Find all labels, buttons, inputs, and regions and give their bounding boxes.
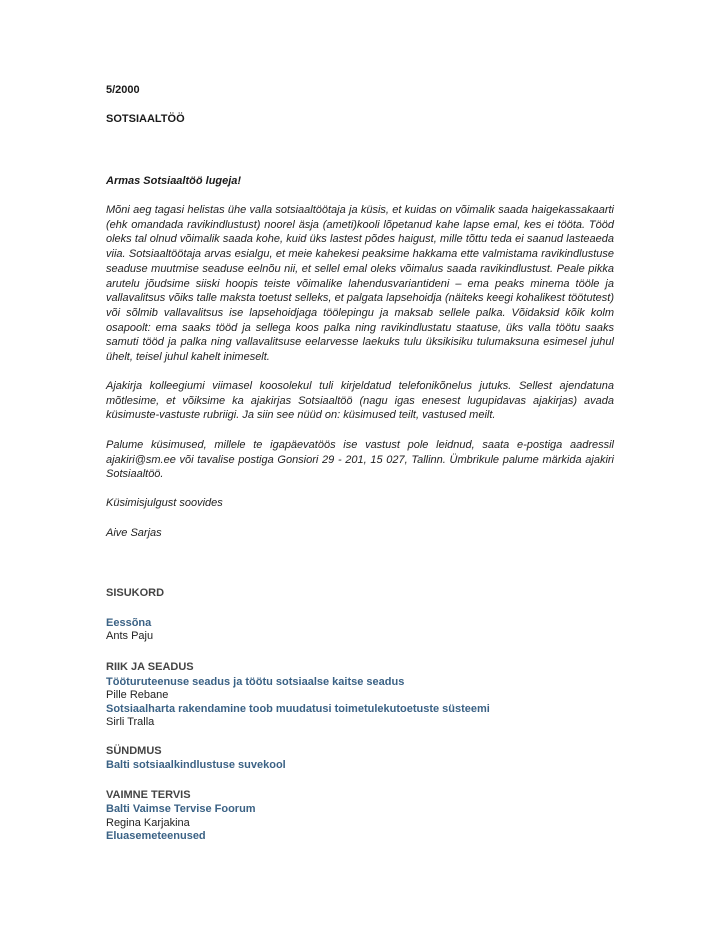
letter-closing: Küsimisjulgust soovides (106, 497, 223, 509)
toc-heading: SISUKORD (106, 587, 165, 599)
toc-link-eluasemeteenused[interactable]: Eluasemeteenused (106, 830, 206, 842)
toc-author: Sirli Tralla (106, 716, 155, 728)
letter-greeting: Armas Sotsiaaltöö lugeja! (106, 175, 242, 187)
toc-link-suvekool[interactable]: Balti sotsiaalkindlustuse suvekool (106, 759, 286, 771)
magazine-title: SOTSIAALTÖÖ (106, 113, 185, 125)
toc-link-tooturuteenuse-seadus[interactable]: Tööturuteenuse seadus ja töötu sotsiaalse kaitse seadus (106, 676, 405, 688)
toc-author: Regina Karjakina (106, 817, 190, 829)
toc-link-sotsiaalharta[interactable]: Sotsiaalharta rakendamine toob muudatusi toimetulekutoetuste süsteemi (106, 703, 490, 715)
toc-section-riik-ja-seadus: RIIK JA SEADUS (106, 661, 194, 673)
letter-paragraph-2: Ajakirja kolleegiumi viimasel koosolekul tuli kirjeldatud telefonikõnelus jutuks. Sellest ajendatuna mõtlesime, et võiksime ka ajakirjas Sotsiaaltöö (nagu igas enesest lugupidavas ajakirjas) avada küsimuste-vastuste rubriigi. Ja siin see nüüd on: küsimused teilt, vastused meilt. (106, 380, 614, 422)
issue-number: 5/2000 (106, 84, 140, 96)
toc-section-vaimne-tervis: VAIMNE TERVIS (106, 789, 191, 801)
toc-link-eessona[interactable]: Eessõna (106, 617, 152, 629)
toc-link-vaimse-tervise-foorum[interactable]: Balti Vaimse Tervise Foorum (106, 803, 256, 815)
letter-paragraph-1: Mõni aeg tagasi helistas ühe valla sotsiaaltöötaja ja küsis, et kuidas on võimalik saada haigekassakaarti (ehk omandada ravikindlustust) noorel äsja (ameti)kooli lõpetanud kahe lapse emal, kes ei tööta. Tööd oleks tal olnud võimalik saada kohe, kuid üks lastest põdes haigust, mille tõttu teda ei saanud lasteaeda viia. Sotsiaaltöötaja arvas esialgu, et meie kahekesi peaksime hakkama ette valmistama ravikindlustuse seaduse muutmise seaduse eelnõu nii, et sellel emal oleks võimalus saada ravikindlustust. Peale pikka arutelu jõudsime siiski hoopis teiste võimalike lahendusvariantideni – ema peaks minema tööle ja vallavalitsus võiks talle maksta toetust selleks, et palgata lapsehoidja (näiteks keegi kohalikest töötutest) või sõlmib vallavalitsus ise lapsehoidjaga töölepingu ja maksab sellele palka. Võidaksid kõik kolm osapoolt: ema saaks tööd ja sellega koos palka ning ravikindlustatu staatuse, üks valla töötu saaks samuti tööd ja palka ning vallavalitsuse eelarvesse laekuks tulu üksikisiku tulumaksuna esimesel juhul ühelt, teisel juhul kahelt inimeselt. (106, 204, 614, 364)
toc-section-syndmus: SÜNDMUS (106, 745, 162, 757)
toc-author: Ants Paju (106, 630, 154, 642)
letter-paragraph-3: Palume küsimused, millele te igapäevatöös ise vastust pole leidnud, saata e-postiga aadressil ajakiri@sm.ee või tavalise postiga Gonsiori 29 - 201, 15 027, Tallinn. Ümbrikule palume märkida ajakiri Sotsiaaltöö. (106, 439, 614, 481)
letter-signature: Aive Sarjas (106, 527, 162, 539)
toc-author: Pille Rebane (106, 689, 169, 701)
